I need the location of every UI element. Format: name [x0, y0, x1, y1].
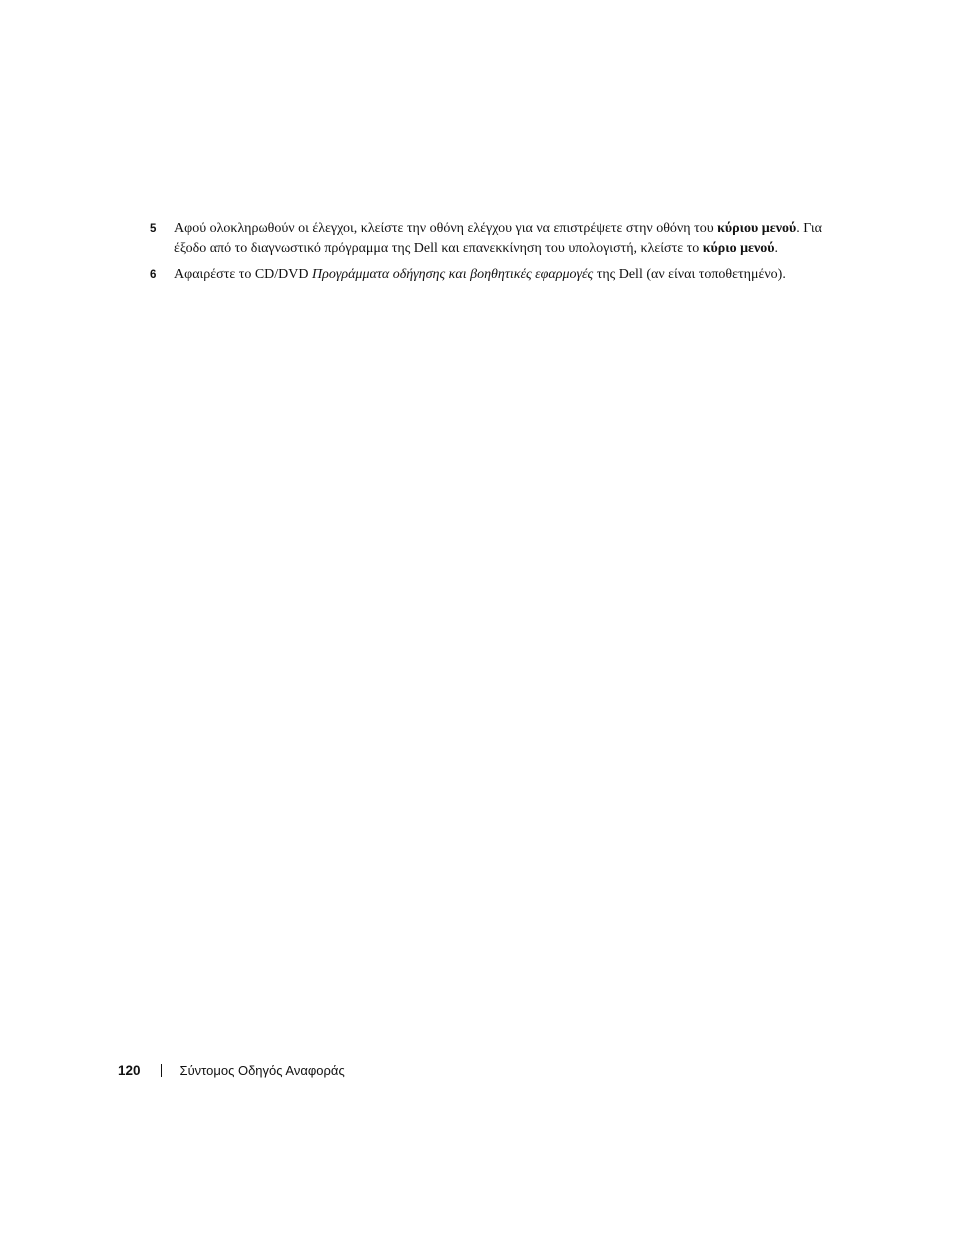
step-text: της Dell (αν είναι τοποθετημένο). — [593, 267, 786, 282]
page-footer — [118, 1062, 345, 1079]
step-text: Αφαιρέστε το CD/DVD — [174, 267, 313, 282]
step-text: . Για έξοδο από το διαγνωστικό πρόγραμμα της Dell και επανεκκίνηση του υπολογιστή, κλείστε το — [174, 221, 822, 256]
main-menu-term: κύριο μενού — [702, 240, 775, 256]
main-menu-term: κύριου μενού — [717, 221, 797, 236]
step-number: 6 — [150, 269, 157, 281]
step-text: . — [774, 240, 779, 256]
disc-title: Προγράμματα οδήγησης και βοηθητικές εφαρμογές — [312, 267, 594, 282]
step-text: Αφού ολοκληρωθούν οι έλεγχοι, κλείστε την οθόνη ελέγχου για να επιστρέψετε στην οθόνη του — [174, 221, 718, 236]
instruction-steps — [150, 219, 822, 292]
step-5 — [150, 219, 822, 258]
step-6 — [150, 265, 822, 285]
document-title: Σύντομος Οδηγός Αναφοράς — [179, 1063, 345, 1078]
step-number: 5 — [150, 223, 157, 235]
footer-divider — [161, 1064, 162, 1077]
page-number: 120 — [118, 1063, 141, 1078]
